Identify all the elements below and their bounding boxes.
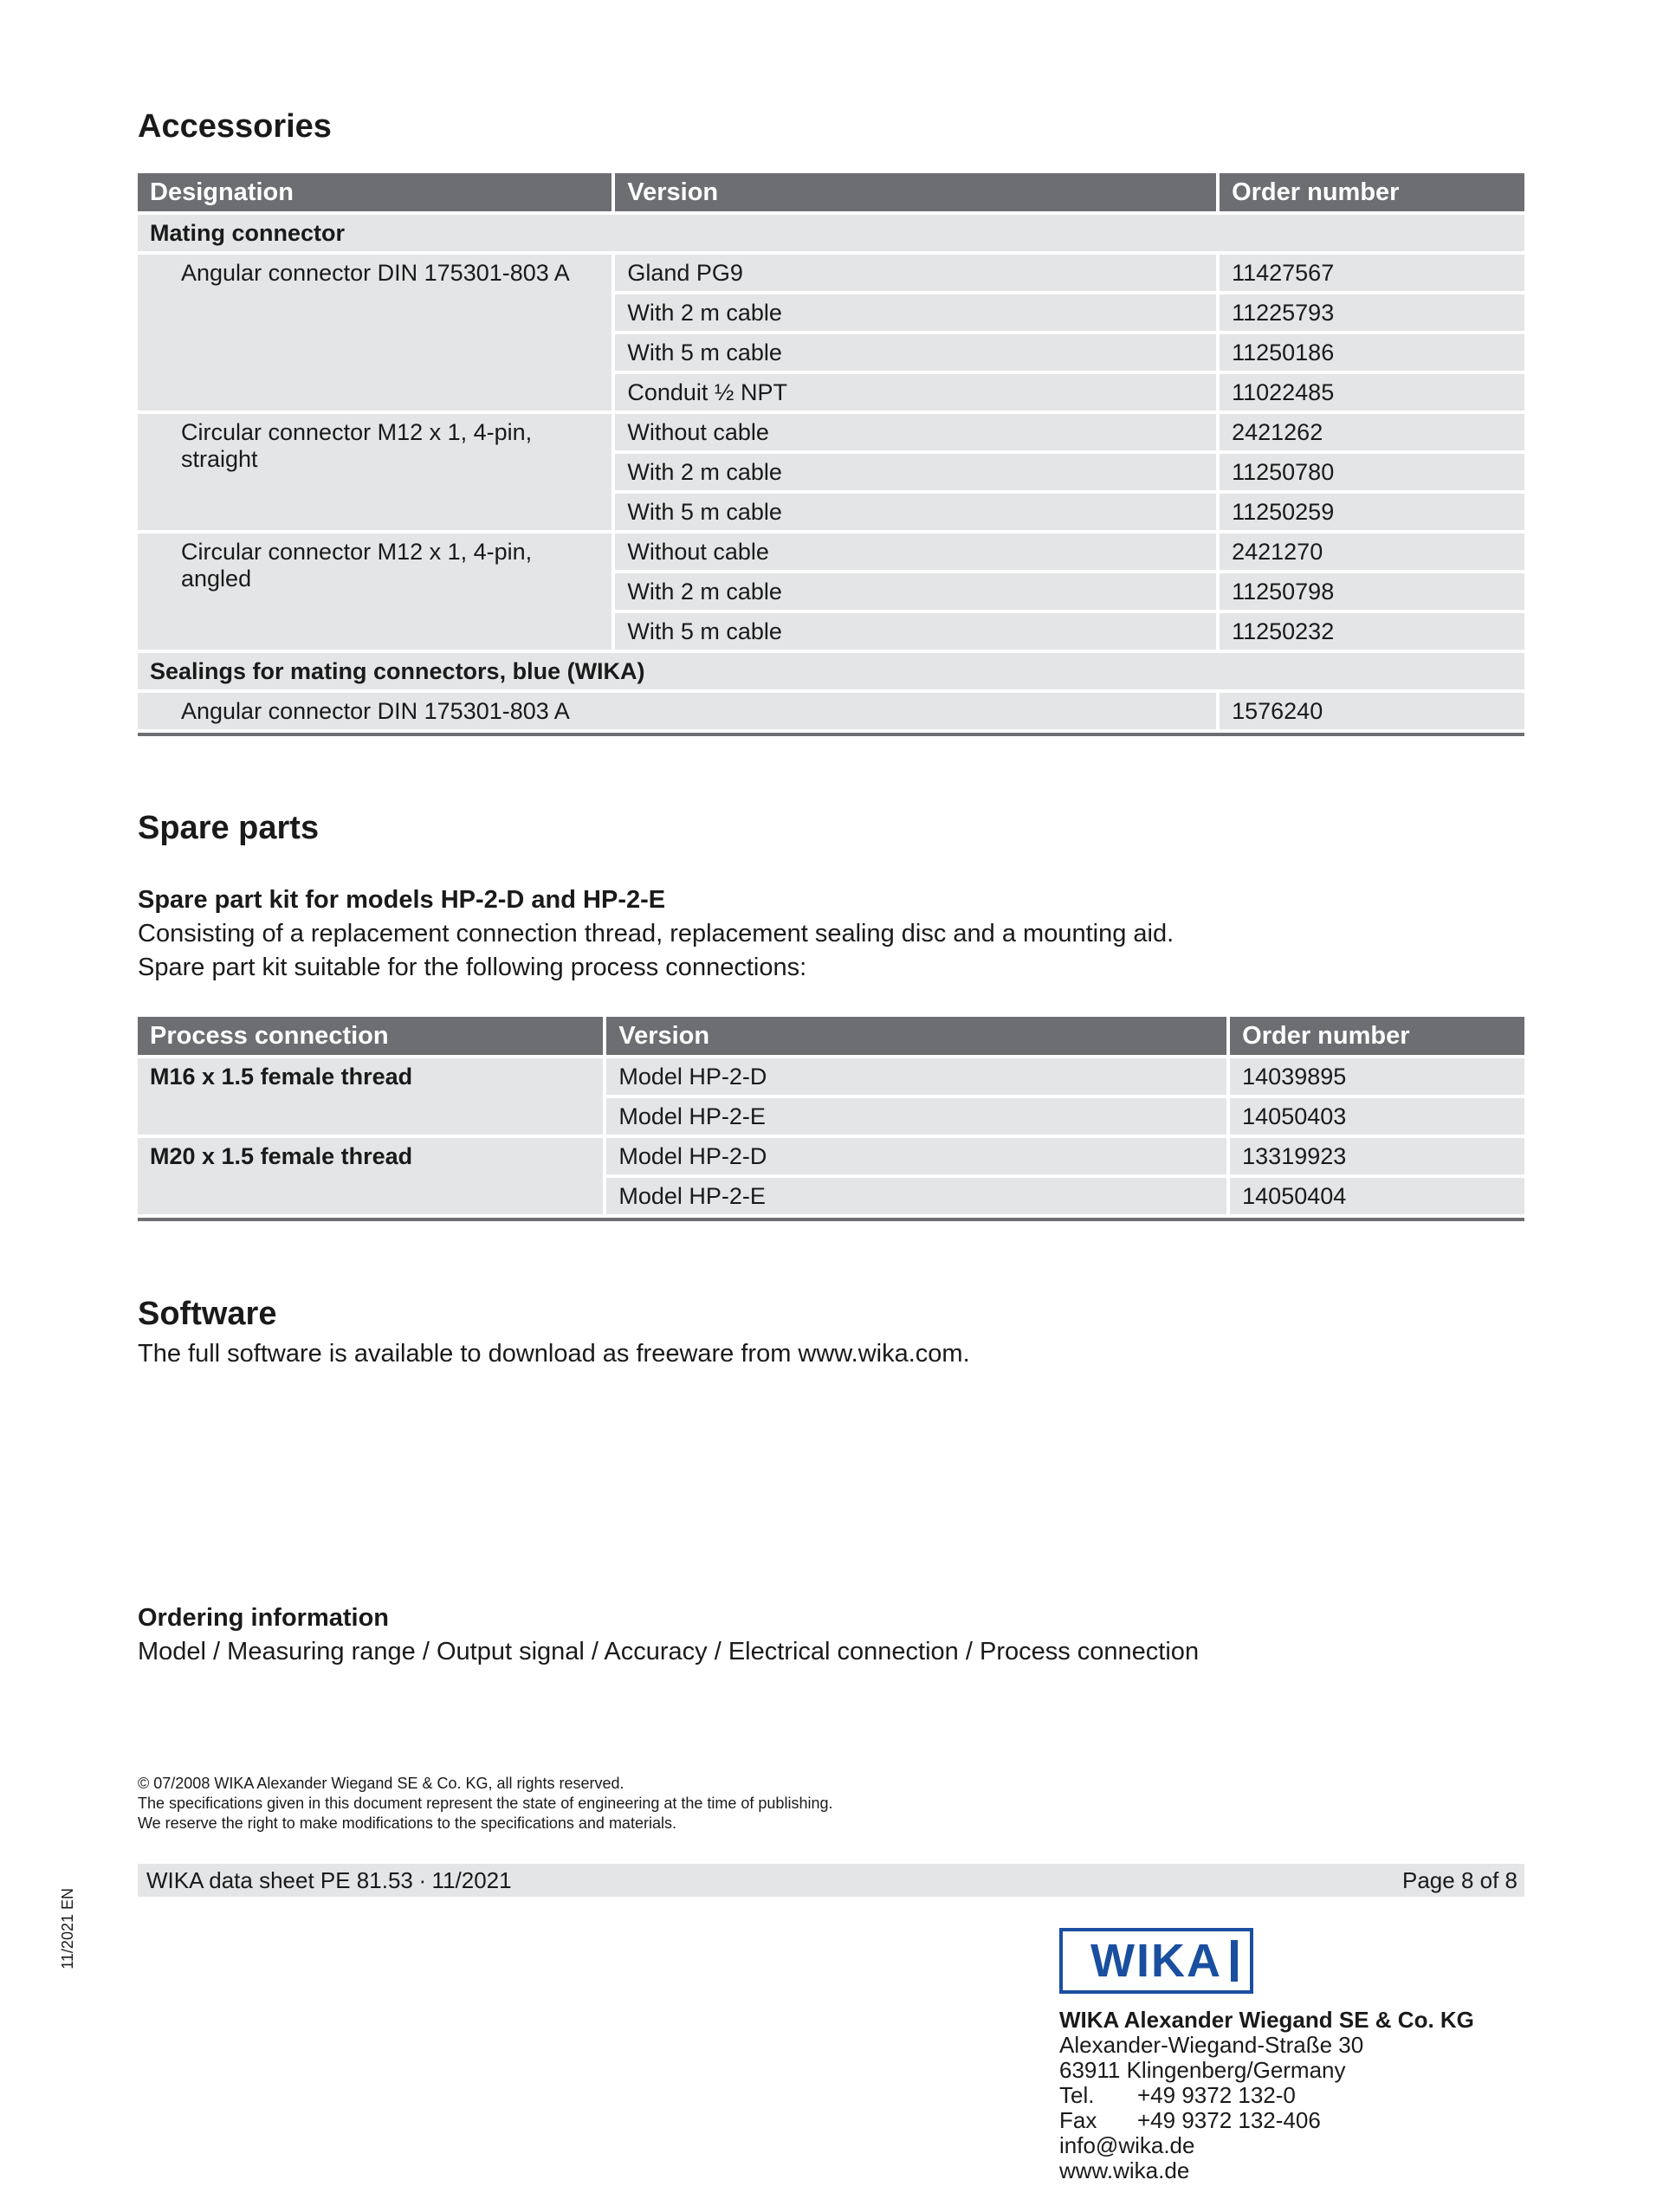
accessories-table <box>138 170 1524 736</box>
order-number-cell: 1576240 <box>1220 693 1524 729</box>
col-header-order-number: Order number <box>1220 173 1524 211</box>
version-cell: Conduit ½ NPT <box>615 374 1216 411</box>
table-bottom-rule <box>138 1218 1524 1221</box>
table-bottom-rule <box>138 733 1524 736</box>
version-cell: Without cable <box>615 534 1216 570</box>
version-cell: Model HP-2-E <box>606 1178 1226 1214</box>
col-header-version: Version <box>606 1017 1226 1055</box>
software-heading: Software <box>138 1296 277 1332</box>
version-cell: With 2 m cable <box>615 294 1216 331</box>
version-cell: Without cable <box>615 414 1216 450</box>
order-number-cell: 14039895 <box>1230 1058 1524 1095</box>
disclaimer-line: The specifications given in this document represent the state of engineering at the time of publishing. <box>138 1795 833 1812</box>
col-header-order-number: Order number <box>1230 1017 1524 1055</box>
accessories-heading: Accessories <box>138 108 332 145</box>
order-number-cell: 11022485 <box>1220 374 1524 411</box>
group-sealings: Sealings for mating connectors, blue (WIKA) <box>138 653 1524 689</box>
telephone: Tel. +49 9372 132-0 <box>1059 2082 1296 2108</box>
table-row <box>138 534 1524 570</box>
order-number-cell: 11250780 <box>1220 454 1524 490</box>
company-address <box>1059 2008 1474 2183</box>
order-number-cell: 11250259 <box>1220 494 1524 530</box>
version-cell: Model HP-2-D <box>606 1058 1226 1095</box>
software-text: The full software is available to download as freeware from www.wika.com. <box>138 1340 970 1368</box>
ordering-heading: Ordering information <box>138 1604 389 1632</box>
version-cell: With 5 m cable <box>615 613 1216 650</box>
version-cell: With 2 m cable <box>615 454 1216 490</box>
designation-cell: Circular connector M12 x 1, 4-pin, straight <box>138 414 611 530</box>
table-row <box>138 414 1524 450</box>
designation-cell: Angular connector DIN 175301-803 A <box>138 255 611 411</box>
order-number-cell: 11250186 <box>1220 334 1524 371</box>
side-edition-code: 11/2021 EN <box>59 1888 76 1969</box>
city: 63911 Klingenberg/Germany <box>1059 2057 1346 2083</box>
logo-bar <box>1231 1940 1238 1982</box>
process-connection-cell: M20 x 1.5 female thread <box>138 1138 603 1214</box>
spare-parts-description: Consisting of a replacement connection thread, replacement sealing disc and a mounting aid. <box>138 920 1174 948</box>
fax: Fax +49 9372 132-406 <box>1059 2107 1321 2133</box>
order-number-cell: 14050403 <box>1230 1098 1524 1135</box>
ordering-text: Model / Measuring range / Output signal / Accuracy / Electrical connection / Process connection <box>138 1638 1200 1665</box>
order-number-cell: 14050404 <box>1230 1178 1524 1214</box>
table-row <box>138 1058 1524 1095</box>
copyright-line: © 07/2008 WIKA Alexander Wiegand SE & Co. KG, all rights reserved. <box>138 1775 624 1792</box>
spare-parts-heading: Spare parts <box>138 810 320 846</box>
table-row <box>138 693 1524 729</box>
version-cell: With 5 m cable <box>615 494 1216 530</box>
spare-parts-table <box>138 1013 1524 1221</box>
version-cell: With 5 m cable <box>615 334 1216 371</box>
company-name: WIKA Alexander Wiegand SE & Co. KG <box>1059 2007 1474 2033</box>
street: Alexander-Wiegand-Straße 30 <box>1059 2032 1364 2058</box>
version-cell: Model HP-2-E <box>606 1098 1226 1135</box>
designation-cell: Circular connector M12 x 1, 4-pin, angled <box>138 534 611 650</box>
spare-parts-description-2: Spare part kit suitable for the following process connections: <box>138 954 807 981</box>
copyright-text <box>138 1774 1524 1834</box>
table-row <box>138 1138 1524 1174</box>
page-number: Page 8 of 8 <box>1402 1867 1517 1893</box>
group-mating-connector: Mating connector <box>138 215 1524 251</box>
col-header-process-connection: Process connection <box>138 1017 603 1055</box>
order-number-cell: 2421262 <box>1220 414 1524 450</box>
datasheet-reference: WIKA data sheet PE 81.53 ∙ 11/2021 <box>146 1867 512 1893</box>
process-connection-cell: M16 x 1.5 female thread <box>138 1058 603 1135</box>
table-row <box>138 255 1524 291</box>
order-number-cell: 13319923 <box>1230 1138 1524 1174</box>
footer-bar <box>138 1864 1524 1897</box>
order-number-cell: 11250798 <box>1220 573 1524 610</box>
email-link[interactable]: info@wika.de <box>1059 2132 1195 2158</box>
disclaimer-line: We reserve the right to make modifications to the specifications and materials. <box>138 1814 676 1832</box>
website-link[interactable]: www.wika.de <box>1059 2157 1190 2183</box>
designation-cell: Angular connector DIN 175301-803 A <box>138 693 1216 729</box>
order-number-cell: 2421270 <box>1220 534 1524 570</box>
version-cell: Gland PG9 <box>615 255 1216 291</box>
version-cell: With 2 m cable <box>615 573 1216 610</box>
col-header-version: Version <box>615 173 1216 211</box>
order-number-cell: 11250232 <box>1220 613 1524 650</box>
order-number-cell: 11427567 <box>1220 255 1524 291</box>
order-number-cell: 11225793 <box>1220 294 1524 331</box>
spare-parts-subheading: Spare part kit for models HP-2-D and HP-2-E <box>138 886 666 914</box>
logo-text: WIKA <box>1090 1935 1222 1987</box>
wika-logo <box>1059 1928 1253 1994</box>
col-header-designation: Designation <box>138 173 611 211</box>
version-cell: Model HP-2-D <box>606 1138 1226 1174</box>
